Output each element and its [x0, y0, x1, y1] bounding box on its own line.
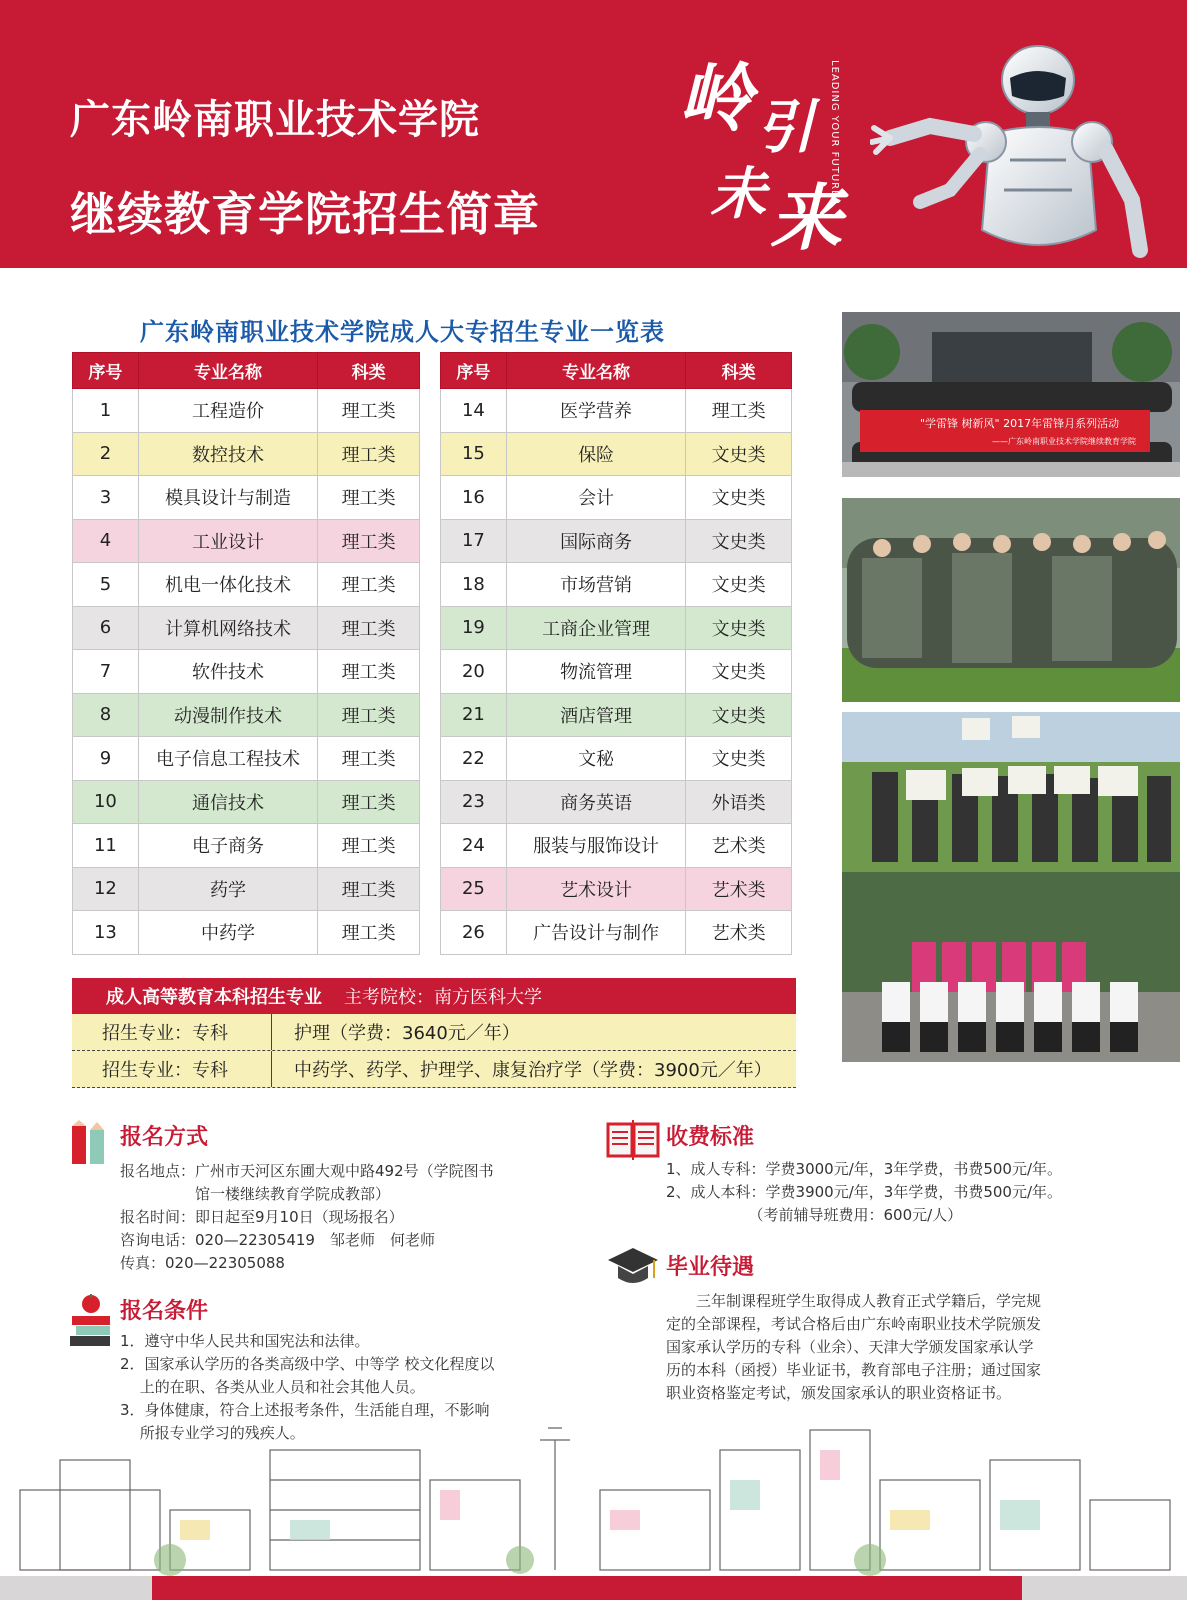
major-category: 文史类 [686, 606, 792, 650]
header-category: 科类 [318, 353, 420, 389]
majors-right-body [441, 389, 792, 955]
major-category: 理工类 [318, 432, 420, 476]
major-name: 市场营销 [506, 563, 685, 607]
major-category: 文史类 [686, 519, 792, 563]
books-apple-icon [68, 1294, 114, 1348]
major-number: 6 [73, 606, 139, 650]
table-row [73, 432, 420, 476]
major-number: 1 [73, 389, 139, 433]
photo-group-banner [842, 312, 1180, 477]
open-book-icon [606, 1120, 660, 1162]
enroll-method-line: 馆一楼继续教育学院成教部） [120, 1185, 391, 1203]
graduation-line: 历的本科（函授）毕业证书，教育部电子注册；通过国家 [666, 1361, 1042, 1379]
major-category: 文史类 [686, 432, 792, 476]
major-number: 18 [441, 563, 507, 607]
major-name: 软件技术 [138, 650, 317, 694]
table-row [441, 824, 792, 868]
table-row [73, 911, 420, 955]
major-name: 保险 [506, 432, 685, 476]
major-name: 动漫制作技术 [138, 693, 317, 737]
undergrad-row-value: 中药学、药学、护理学、康复治疗学（学费：3900元／年） [294, 1060, 772, 1081]
graduation-line: 国家承认学历的专科（业余）、天津大学颁发国家承认学 [666, 1338, 1034, 1356]
table-row [73, 780, 420, 824]
major-name: 国际商务 [506, 519, 685, 563]
enroll-cond-line: 所报专业学习的残疾人。 [120, 1424, 305, 1442]
table-row [73, 519, 420, 563]
major-number: 19 [441, 606, 507, 650]
major-number: 13 [73, 911, 139, 955]
major-number: 24 [441, 824, 507, 868]
graduation-title: 毕业待遇 [666, 1255, 755, 1280]
major-name: 计算机网络技术 [138, 606, 317, 650]
fees-title: 收费标准 [666, 1125, 755, 1150]
major-name: 模具设计与制造 [138, 476, 317, 520]
table-row [73, 693, 420, 737]
major-category: 理工类 [318, 824, 420, 868]
enroll-cond-title: 报名条件 [120, 1299, 209, 1324]
major-number: 25 [441, 867, 507, 911]
major-name: 电子信息工程技术 [138, 737, 317, 781]
graduation-cap-icon [606, 1246, 660, 1290]
major-name: 工商企业管理 [506, 606, 685, 650]
table-row [441, 432, 792, 476]
major-number: 2 [73, 432, 139, 476]
footer-accent-bar [152, 1576, 1022, 1600]
banner-text: "学雷锋 树新风" 2017年雷锋月系列活动 [920, 417, 1120, 430]
enroll-method-line: 报名地点：广州市天河区东圃大观中路492号（学院图书 [120, 1162, 494, 1180]
slogan-char-4: 来 [770, 175, 843, 260]
header-no: 序号 [441, 353, 507, 389]
table-header-row [73, 353, 420, 389]
table-row [441, 693, 792, 737]
major-name: 工业设计 [138, 519, 317, 563]
undergrad-school: 主考院校：南方医科大学 [344, 987, 542, 1008]
major-number: 4 [73, 519, 139, 563]
major-number: 20 [441, 650, 507, 694]
major-name: 医学营养 [506, 389, 685, 433]
header-category: 科类 [686, 353, 792, 389]
table-row [73, 563, 420, 607]
major-category: 外语类 [686, 780, 792, 824]
major-number: 8 [73, 693, 139, 737]
major-number: 26 [441, 911, 507, 955]
majors-left-body [73, 389, 420, 955]
table-row [73, 867, 420, 911]
enroll-method-title: 报名方式 [120, 1125, 209, 1150]
major-number: 17 [441, 519, 507, 563]
major-number: 10 [73, 780, 139, 824]
table-row [441, 606, 792, 650]
undergrad-majors-box [72, 978, 796, 1090]
enroll-method-text [120, 1160, 590, 1275]
major-number: 5 [73, 563, 139, 607]
major-category: 艺术类 [686, 911, 792, 955]
table-row [73, 476, 420, 520]
fees-line: （考前辅导班费用：600元/人） [666, 1206, 963, 1224]
campus-sketch-illustration [0, 1420, 1187, 1580]
major-number: 11 [73, 824, 139, 868]
table-row [73, 824, 420, 868]
major-category: 文史类 [686, 737, 792, 781]
enroll-cond-line: 3．身体健康，符合上述报考条件，生活能自理，不影响 [120, 1401, 490, 1419]
table-row [441, 476, 792, 520]
majors-table-left [72, 352, 420, 955]
major-category: 理工类 [318, 650, 420, 694]
major-category: 理工类 [318, 606, 420, 650]
table-row [441, 389, 792, 433]
major-category: 理工类 [318, 911, 420, 955]
major-number: 9 [73, 737, 139, 781]
photo-sign-holders [842, 712, 1180, 872]
major-name: 通信技术 [138, 780, 317, 824]
college-name: 广东岭南职业技术学院 [70, 97, 480, 143]
major-number: 14 [441, 389, 507, 433]
major-name: 会计 [506, 476, 685, 520]
header-name: 专业名称 [506, 353, 685, 389]
major-name: 艺术设计 [506, 867, 685, 911]
table-row [441, 867, 792, 911]
undergrad-row-value: 护理（学费：3640元／年） [294, 1023, 520, 1044]
header-no: 序号 [73, 353, 139, 389]
undergrad-row [72, 1051, 796, 1088]
slogan-english: LEADING YOUR FUTURE [829, 60, 840, 198]
banner-subtext: ——广东岭南职业技术学院继续教育学院 [992, 437, 1136, 446]
table-row [441, 650, 792, 694]
major-category: 文史类 [686, 563, 792, 607]
fees-text [666, 1158, 1166, 1227]
major-name: 工程造价 [138, 389, 317, 433]
graduation-line: 定的全部课程，考试合格后由广东岭南职业技术学院颁发 [666, 1315, 1042, 1333]
fees-line: 2、成人本科：学费3900元/年，3年学费，书费500元/年。 [666, 1183, 1063, 1201]
major-category: 理工类 [318, 563, 420, 607]
table-row [73, 650, 420, 694]
enroll-cond-line: 上的在职、各类从业人员和社会其他人员。 [120, 1378, 425, 1396]
major-name: 药学 [138, 867, 317, 911]
major-category: 理工类 [318, 389, 420, 433]
header-banner [0, 0, 1187, 268]
fees-line: 1、成人专科：学费3000元/年，3年学费，书费500元/年。 [666, 1160, 1063, 1178]
major-number: 12 [73, 867, 139, 911]
table-row [73, 389, 420, 433]
table-row [441, 780, 792, 824]
table-row [441, 563, 792, 607]
graduation-text [666, 1290, 1166, 1405]
major-name: 商务英语 [506, 780, 685, 824]
major-number: 16 [441, 476, 507, 520]
majors-table-title: 广东岭南职业技术学院成人大专招生专业一览表 [140, 318, 665, 346]
major-category: 理工类 [686, 389, 792, 433]
table-row [441, 519, 792, 563]
enroll-method-line: 传真：020—22305088 [120, 1254, 285, 1272]
majors-table-right [440, 352, 792, 955]
major-name: 中药学 [138, 911, 317, 955]
graduation-line: 三年制课程班学生取得成人教育正式学籍后，学完规 [666, 1292, 1042, 1310]
undergrad-row-label: 招生专业：专科 [72, 1014, 272, 1050]
major-category: 艺术类 [686, 824, 792, 868]
slogan-char-3: 未 [710, 161, 766, 227]
table-row [441, 737, 792, 781]
slogan-char-2: 引 [756, 93, 815, 161]
major-category: 艺术类 [686, 867, 792, 911]
major-category: 文史类 [686, 693, 792, 737]
major-name: 数控技术 [138, 432, 317, 476]
major-name: 文秘 [506, 737, 685, 781]
pencil-icon [68, 1120, 114, 1166]
major-number: 21 [441, 693, 507, 737]
major-category: 理工类 [318, 737, 420, 781]
undergrad-header [72, 978, 796, 1014]
table-row [73, 606, 420, 650]
major-category: 理工类 [318, 476, 420, 520]
major-category: 文史类 [686, 650, 792, 694]
major-category: 文史类 [686, 476, 792, 520]
header-name: 专业名称 [138, 353, 317, 389]
major-category: 理工类 [318, 519, 420, 563]
photo-graduation-group [842, 872, 1180, 1062]
enroll-cond-line: 2．国家承认学历的各类高级中学、中等学 校文化程度以 [120, 1355, 495, 1373]
major-name: 电子商务 [138, 824, 317, 868]
major-number: 3 [73, 476, 139, 520]
major-number: 7 [73, 650, 139, 694]
graduation-line: 职业资格鉴定考试，颁发国家承认的职业资格证书。 [666, 1384, 1012, 1402]
major-category: 理工类 [318, 867, 420, 911]
undergrad-row-label: 招生专业：专科 [72, 1051, 272, 1087]
enroll-cond-line: 1．遵守中华人民共和国宪法和法律。 [120, 1332, 370, 1350]
major-category: 理工类 [318, 693, 420, 737]
brochure-title: 继续教育学院招生简章 [70, 187, 540, 241]
robot-illustration [870, 30, 1160, 268]
major-name: 物流管理 [506, 650, 685, 694]
major-number: 15 [441, 432, 507, 476]
major-name: 广告设计与制作 [506, 911, 685, 955]
table-header-row [441, 353, 792, 389]
slogan-char-1: 岭 [678, 56, 752, 142]
major-number: 23 [441, 780, 507, 824]
major-category: 理工类 [318, 780, 420, 824]
enroll-method-line: 报名时间：即日起至9月10日（现场报名） [120, 1208, 404, 1226]
table-row [73, 737, 420, 781]
major-name: 服装与服饰设计 [506, 824, 685, 868]
major-number: 22 [441, 737, 507, 781]
photo-military-training [842, 498, 1180, 702]
enroll-method-line: 咨询电话：020—22305419 邹老师 何老师 [120, 1231, 435, 1249]
undergrad-title: 成人高等教育本科招生专业 [106, 987, 322, 1008]
major-name: 机电一体化技术 [138, 563, 317, 607]
undergrad-row [72, 1014, 796, 1051]
major-name: 酒店管理 [506, 693, 685, 737]
table-row [441, 911, 792, 955]
